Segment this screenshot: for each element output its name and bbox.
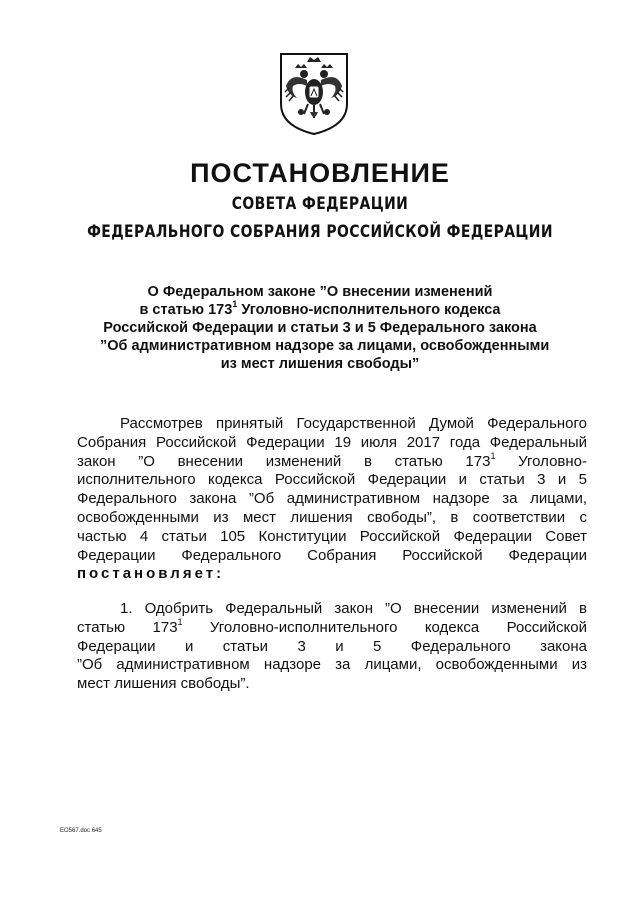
subject-line: в статью $173^1$ Уголовно-исполнительного кодекса xyxy=(139,299,501,318)
paragraph-line: ”Об административном надзоре за лицами, освобожденными из xyxy=(77,656,587,674)
paragraph-line: закон ”О внесении изменений в статью $173^1$ Уголовно- xyxy=(77,450,587,470)
superscript: 1 xyxy=(177,616,183,627)
paragraph-line: исполнительного кодекса Российской Федерации и статьи 3 и 5 xyxy=(77,471,587,489)
resolution-subject xyxy=(100,283,550,373)
subject-line: Российской Федерации и статьи 3 и 5 Федерального закона xyxy=(103,320,537,336)
subject-line: из мест лишения свободы” xyxy=(220,356,420,372)
subject-line: О Федеральном законе ”О внесении изменений xyxy=(147,284,493,300)
coat-of-arms-icon xyxy=(277,52,351,136)
issuing-body-line1: СОВЕТА ФЕДЕРАЦИИ xyxy=(231,194,409,214)
resolves-word: постановляет: xyxy=(77,565,225,583)
subject-line: ”Об административном надзоре за лицами, освобожденными xyxy=(100,338,550,354)
paragraph-line: Федерации Федерального Собрания Российской Федерации xyxy=(77,546,587,564)
clause-1-paragraph xyxy=(77,600,587,694)
paragraph-line: 1. Одобрить Федеральный закон ”О внесении изменений в xyxy=(120,600,587,617)
preamble-paragraph xyxy=(77,415,587,584)
paragraph-line: Федерации и статьи 3 и 5 Федерального закона xyxy=(77,637,587,655)
paragraph-line: частью 4 статьи 105 Конституции Российской Федерации Совет xyxy=(77,527,587,545)
superscript: 1 xyxy=(490,450,496,461)
superscript: 1 xyxy=(232,299,238,310)
issuing-body-line2: ФЕДЕРАЛЬНОГО СОБРАНИЯ РОССИЙСКОЙ ФЕДЕРАЦИИ xyxy=(87,222,553,242)
paragraph-line: освобожденными из мест лишения свободы”, в соответствии с xyxy=(77,508,587,526)
paragraph-line: мест лишения свободы”. xyxy=(77,675,250,693)
document-title: ПОСТАНОВЛЕНИЕ xyxy=(190,158,450,188)
paragraph-line: Рассмотрев принятый Государственной Думой Федерального xyxy=(120,415,587,432)
paragraph-line: статью $173^1$ Уголовно-исполнительного кодекса Российской xyxy=(77,616,587,636)
paragraph-line: Федерального закона ”Об административном надзоре за лицами, xyxy=(77,490,587,508)
paragraph-line: Собрания Российской Федерации 19 июля 2017 года Федеральный xyxy=(77,433,587,451)
document-reference: ЕО567.doc 645 xyxy=(60,828,102,834)
